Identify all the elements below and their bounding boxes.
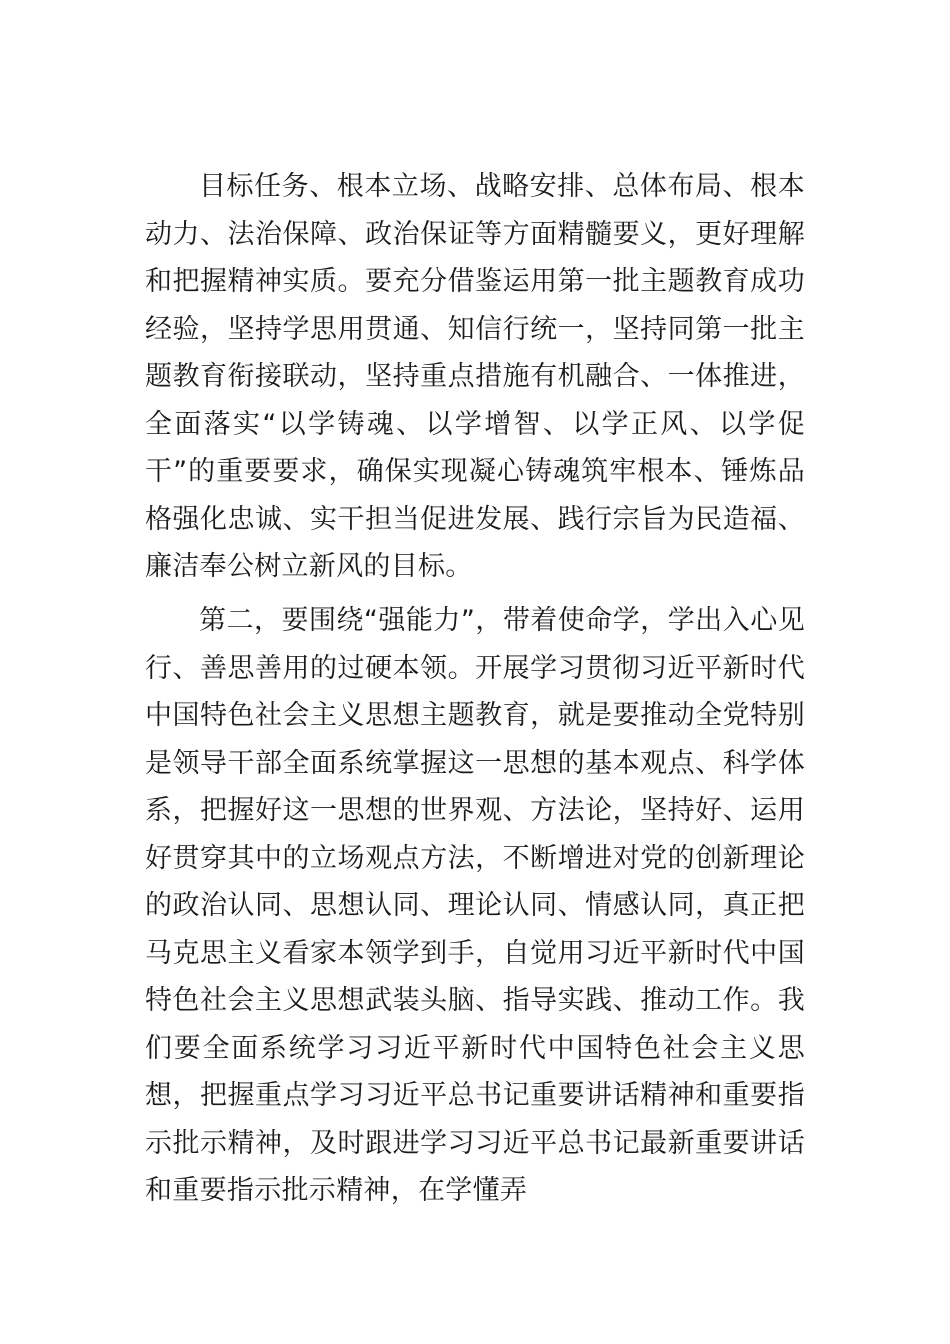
paragraph-2: 第二，要围绕“强能力”，带着使命学，学出入心见行、善思善用的过硬本领。开展学习贯彻习近平新时代中国特色社会主义思想主题教育，就是要推动全党特别是领导干部全面系统掌握这一思想的基本观点、科学体系，把握好这一思想的世界观、方法论，坚持好、运用好贯穿其中的立场观点方法，不断增进对党的创新理论的政治认同、思想认同、理论认同、情感认同，真正把马克思主义看家本领学到手，自觉用习近平新时代中国特色社会主义思想武装头脑、指导实践、推动工作。我们要全面系统学习习近平新时代中国特色社会主义思想，把握重点学习习近平总书记重要讲话精神和重要指示批示精神，及时跟进学习习近平总书记最新重要讲话和重要指示批示精神，在学懂弄 [145, 605, 805, 1206]
paragraph-1: 目标任务、根本立场、战略安排、总体布局、根本动力、法治保障、政治保证等方面精髓要义，更好理解和把握精神实质。要充分借鉴运用第一批主题教育成功经验，坚持学思用贯通、知信行统一，坚持同第一批主题教育衔接联动，坚持重点措施有机融合、一体推进，全面落实“以学铸魂、以学增智、以学正风、以学促干”的重要要求，确保实现凝心铸魂筑牢根本、锤炼品格强化忠诚、实干担当促进发展、践行宗旨为民造福、廉洁奉公树立新风的目标。 [145, 171, 805, 582]
